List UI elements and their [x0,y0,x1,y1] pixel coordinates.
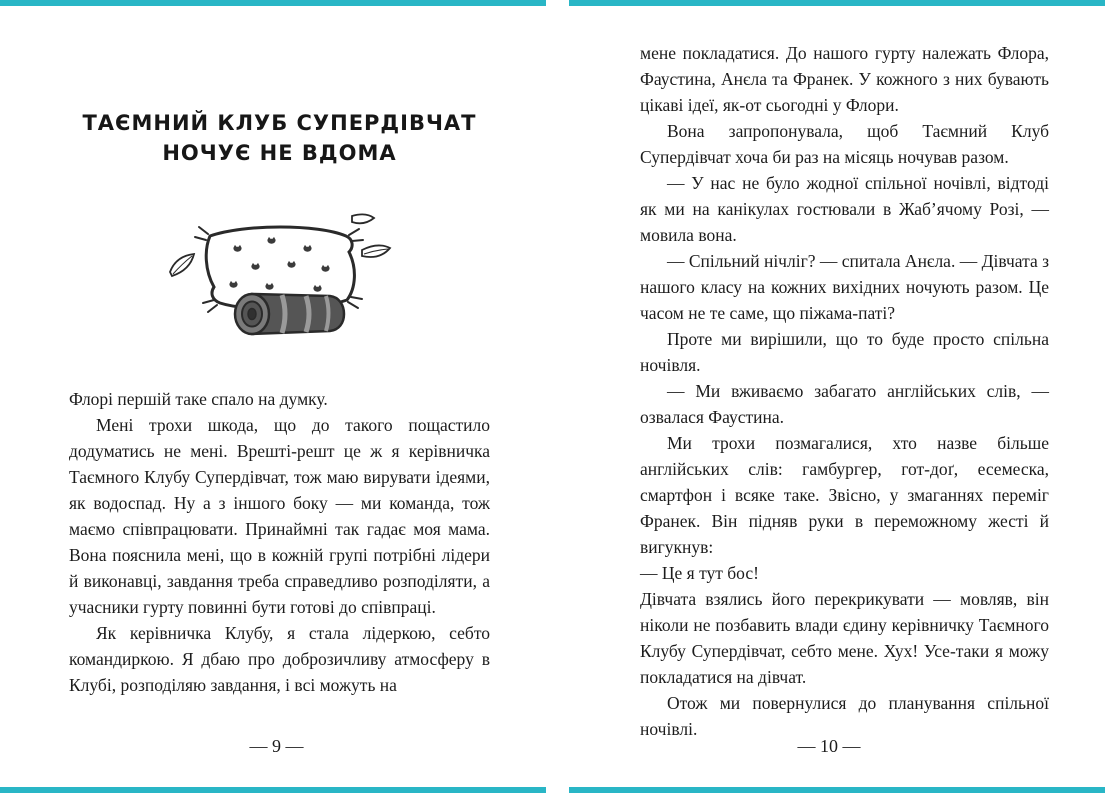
right-page-number: — 10 — [797,736,861,756]
chapter-title-line-1: ТАЄМНИЙ КЛУБ СУПЕРДІВЧАТ [82,111,477,135]
chapter-title-line-2: НОЧУЄ НЕ ВДОМА [162,141,397,165]
left-page-content [69,0,490,698]
dialogue-paragraph: — Це я тут бос! [640,563,759,583]
right-page [553,0,1105,793]
right-page-content [640,0,1049,742]
chapter-title [69,108,490,168]
paragraph: Проте ми вирішили, що то буде просто спільна ночівля. [640,329,1049,375]
right-page-body [640,40,1049,742]
left-page-number: — 9 — [249,736,304,756]
paragraph: Отож ми повернулися до планування спільної ночівлі. [640,693,1049,739]
paragraph: мене покладатися. До нашого гурту належать Флора, Фаустина, Анєла та Франек. У кожного з них бувають цікаві ідеї, як-от сьогодні у Флори. [640,43,1049,115]
paragraph: Вона запропонувала, щоб Таємний Клуб Супердівчат хоча би раз на місяць ночував разом. [640,121,1049,167]
dialogue-paragraph: — Ми вживаємо забагато англійських слів, — озвалася Фаустина. [640,381,1049,427]
left-page-body [69,386,490,698]
paragraph: Як керівничка Клубу, я стала лідеркою, себто командиркою. Я дбаю про доброзичливу атмосферу в Клубі, розподіляю завдання, і всі можуть на [69,623,490,695]
paragraph: Ми трохи позмагалися, хто назве більше англійських слів: гамбургер, гот-доґ, есемеска, смартфон і всяке таке. Звісно, у змаганнях переміг Франек. Він підняв руки в переможному жесті й вигукнув: [640,433,1049,557]
paragraph: Дівчата взялись його перекрикувати — мовляв, він ніколи не позбавить влади єдину керівничку Таємного Клубу Супердівчат, себто мене. Хух! Усе-таки я можу покладатися на дівчат. [640,589,1049,687]
left-page-bottom-border [0,787,546,793]
right-page-bottom-border [569,787,1105,793]
pillow-blanket-illustration [166,210,394,340]
dialogue-paragraph: — Спільний нічліг? — спитала Анєла. — Дівчата з нашого класу на кожних вихідних ночують разом. Це часом не те саме, що піжама-паті? [640,251,1050,323]
dialogue-paragraph: — У нас не було жодної спільної ночівлі, відтоді як ми на канікулах гостювали в Жаб’ячому Розі, — мовила вона. [640,173,1049,245]
paragraph: Флорі першій таке спало на думку. [69,389,328,409]
paragraph: Мені трохи шкода, що до такого пощастило додуматись не мені. Врешті-решт це ж я керівничка Таємного Клубу Супердівчат, тож маю вирувати ідеями, як водоспад. Ну а з іншого боку — ми команда, тож маємо співпрацювати. Принаймні так гадає моя мама. Вона пояснила мені, що в кожній групі потрібні лідери й виконавці, завдання треба справедливо розподіляти, а учасники гурту повинні бути готові до співпраці. [69,415,490,617]
